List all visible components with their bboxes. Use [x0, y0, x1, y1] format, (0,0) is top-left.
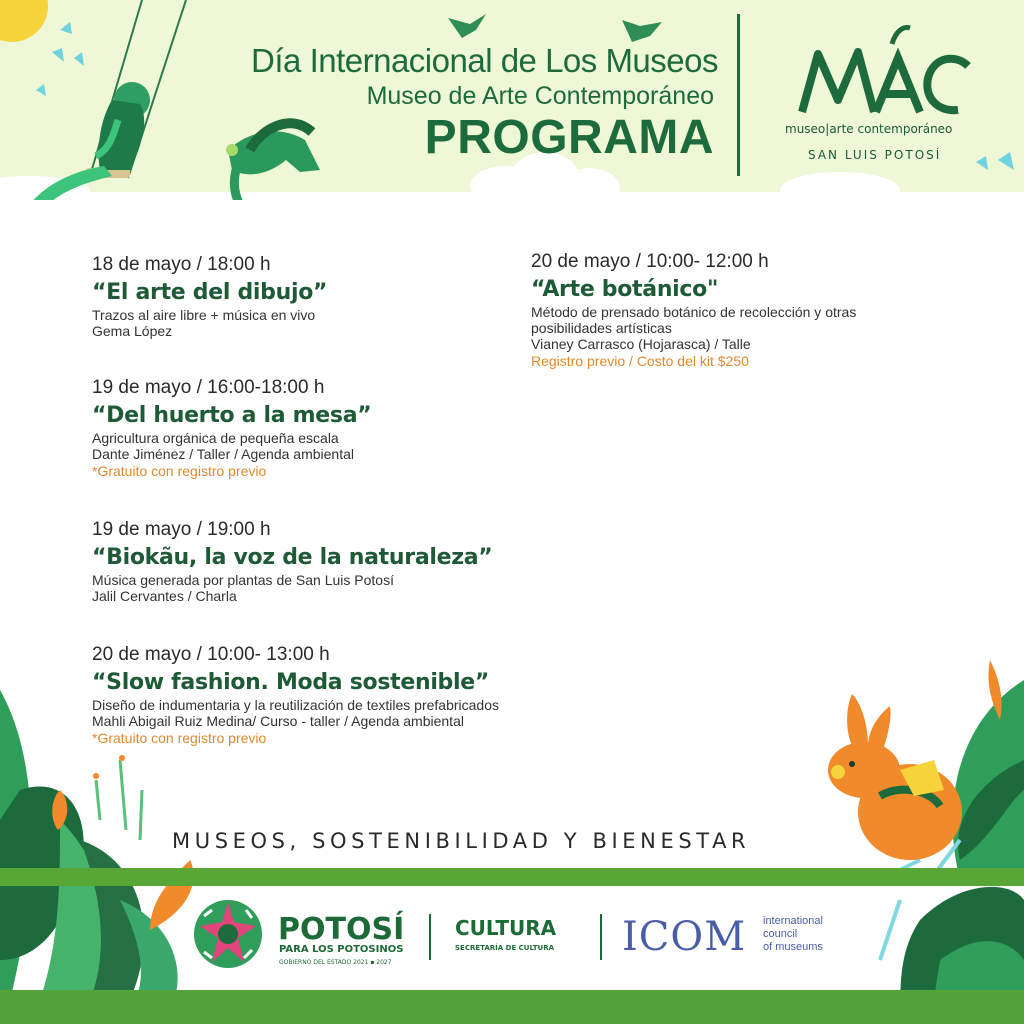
event-description: Música generada por plantas de San Luis Potosí	[92, 572, 394, 588]
bird-icon	[448, 14, 486, 38]
event-description: Agricultura orgánica de pequeña escala	[92, 430, 339, 446]
footer-potosi-logo: POTOSÍ	[278, 912, 405, 947]
event-date: 18 de mayo / 18:00 h	[92, 254, 271, 275]
tagline: MUSEOS, SOSTENIBILIDAD Y BIENESTAR	[172, 829, 751, 853]
sun-icon	[0, 0, 48, 42]
event-description: Método de prensado botánico de recolección y otras	[531, 304, 857, 320]
header-divider	[737, 14, 740, 176]
event-arte-botanico	[531, 251, 856, 370]
header-subtitle: Museo de Arte Contemporáneo	[366, 82, 714, 110]
icom-line: international	[763, 915, 823, 927]
potosi-emblem-icon	[190, 896, 266, 972]
event-dibujo	[92, 254, 327, 339]
footer-potosi-sub: PARA LOS POTOSINOS	[279, 944, 404, 955]
footer-divider	[429, 914, 431, 960]
event-biokau	[92, 519, 492, 604]
event-note: *Gratuito con registro previo	[92, 463, 267, 479]
footer-cultura-logo: CULTURA	[455, 916, 557, 940]
header-programa: PROGRAMA	[424, 111, 714, 164]
event-description: Diseño de indumentaria y la reutilización de textiles prefabricados	[92, 697, 499, 713]
green-strip	[0, 868, 1024, 886]
footer-divider	[600, 914, 602, 960]
event-description-cont: posibilidades artísticas	[531, 320, 672, 336]
event-title: “Slow fashion. Moda sostenible”	[92, 670, 490, 695]
event-note: Registro previo / Costo del kit $250	[531, 353, 749, 369]
event-huerto	[92, 377, 371, 480]
mac-museo-text: museo|arte contemporáneo	[785, 122, 953, 136]
green-footer-band	[0, 990, 1024, 1024]
event-host: Gema López	[92, 323, 173, 339]
event-host: Jalil Cervantes / Charla	[92, 588, 237, 604]
icom-line: council	[763, 928, 798, 940]
event-date: 19 de mayo / 16:00-18:00 h	[92, 377, 325, 398]
footer-icom-logo: ICOM	[622, 914, 747, 960]
footer-icom-text	[763, 915, 823, 954]
event-date: 19 de mayo / 19:00 h	[92, 519, 271, 540]
bird-icon	[622, 20, 662, 42]
event-title: “Arte botánico"	[531, 277, 719, 302]
event-title: “El arte del dibujo”	[92, 280, 328, 305]
rabbit-icon	[828, 694, 962, 860]
event-date: 20 de mayo / 10:00- 12:00 h	[531, 251, 769, 272]
event-title: “Del huerto a la mesa”	[92, 403, 372, 428]
event-host: Mahli Abigail Ruiz Medina/ Curso - taller / Agenda ambiental	[92, 713, 464, 729]
event-host: Dante Jiménez / Taller / Agenda ambiental	[92, 446, 355, 462]
footer-cultura-sub: SECRETARÍA DE CULTURA	[455, 944, 555, 952]
mac-city: SAN LUIS POTOSÍ	[808, 148, 942, 162]
footer-potosi-gob: GOBIERNO DEL ESTADO 2021 ▪ 2027	[279, 959, 392, 966]
event-description: Trazos al aire libre + música en vivo	[92, 307, 316, 323]
swing-girl-icon	[30, 82, 150, 200]
event-note: *Gratuito con registro previo	[92, 730, 267, 746]
header-title: Día Internacional de Los Museos	[251, 42, 718, 79]
event-host: Vianey Carrasco (Hojarasca) / Talle	[531, 336, 751, 352]
event-title: “Biokãu, la voz de la naturaleza”	[92, 545, 493, 570]
icom-line: of museums	[763, 941, 823, 953]
event-date: 20 de mayo / 10:00- 13:00 h	[92, 644, 330, 665]
